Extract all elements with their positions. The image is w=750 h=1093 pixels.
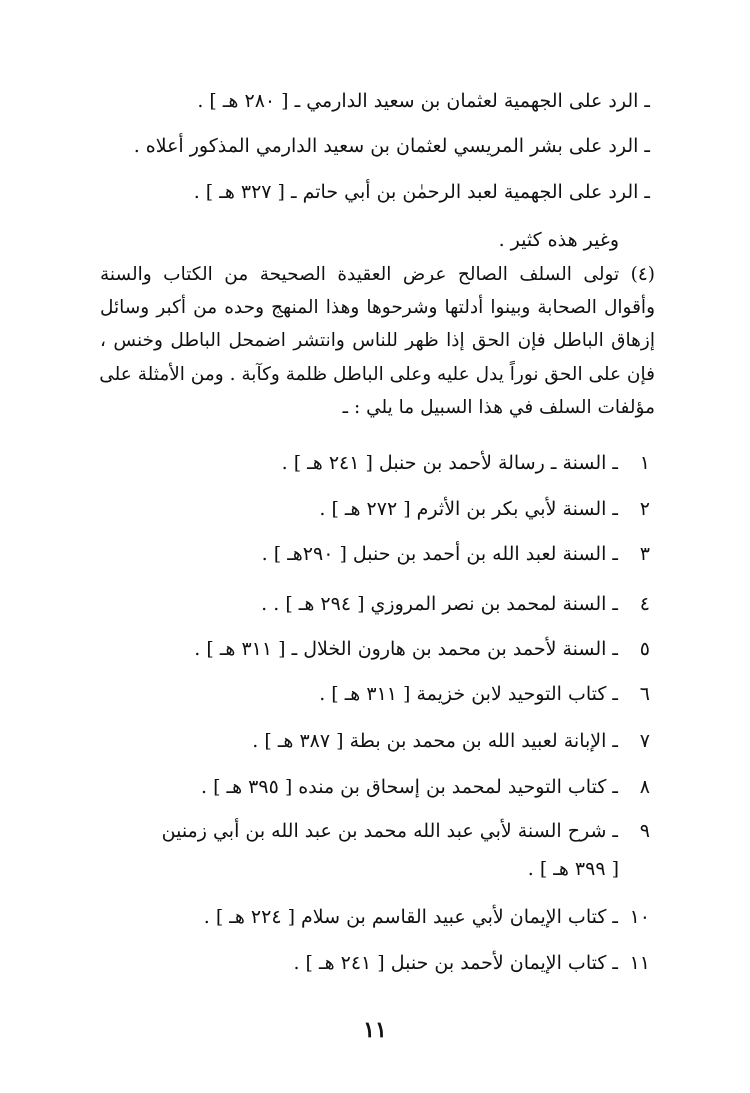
intro-line-2: ـ الرد على بشر المريسي لعثمان بن سعيد الدارمي المذكور أعلاه .	[133, 135, 650, 157]
list-item-number: ١١	[629, 952, 650, 974]
list-item-text: ـ كتاب التوحيد لابن خزيمة [ ٣١١ هـ ] .	[319, 683, 618, 705]
list-item-text: ـ كتاب التوحيد لمحمد بن إسحاق بن منده [ ٣٩٥ هـ ] .	[201, 776, 618, 798]
list-item-number: ٨	[639, 776, 650, 798]
paragraph-line-3: إزهاق الباطل فإن الحق إذا ظهر للناس وانتشر اضمحل الباطل وخنس ،	[100, 330, 655, 351]
intro-line-1: ـ الرد على الجهمية لعثمان بن سعيد الدارمي ـ [ ٢٨٠ هـ ] .	[197, 90, 650, 112]
list-item	[204, 902, 650, 932]
list-item	[319, 679, 650, 709]
page-number: ١١	[363, 1017, 387, 1043]
list-item-text: ـ شرح السنة لأبي عبد الله محمد بن عبد الله بن أبي زمنين	[161, 820, 618, 842]
list-item	[262, 539, 650, 569]
list-item	[201, 772, 650, 802]
list-item-number: ٣	[639, 543, 650, 565]
paragraph-line-1: (٤) تولى السلف الصالح عرض العقيدة الصحيحة من الكتاب والسنة	[100, 264, 655, 285]
list-item-text: ـ السنة لمحمد بن نصر المروزي [ ٢٩٤ هـ ] . .	[261, 593, 618, 615]
list-item-text: ـ السنة لعبد الله بن أحمد بن حنبل [ ٢٩٠هـ ] .	[261, 543, 618, 565]
list-item-text: ـ السنة لأحمد بن محمد بن هارون الخلال ـ [ ٣١١ هـ ] .	[194, 638, 618, 660]
list-item	[162, 816, 650, 846]
list-item	[293, 948, 650, 978]
list-item-text: ـ كتاب الإيمان لأحمد بن حنبل [ ٢٤١ هـ ] .	[293, 952, 618, 974]
list-item-number: ١٠	[629, 906, 650, 928]
list-item-text: ـ السنة ـ رسالة لأحمد بن حنبل [ ٢٤١ هـ ] .	[281, 452, 618, 474]
list-item-number: ٩	[639, 820, 650, 842]
list-item	[319, 494, 650, 524]
list-item	[261, 589, 650, 619]
paragraph-line-5: مؤلفات السلف في هذا السبيل ما يلي : ـ	[342, 397, 655, 418]
intro-line-3: ـ الرد على الجهمية لعبد الرحمٰن بن أبي حاتم ـ [ ٣٢٧ هـ ] .	[193, 181, 650, 203]
list-item-number: ٥	[639, 638, 650, 660]
list-item-text: ـ كتاب الإيمان لأبي عبيد القاسم بن سلام [ ٢٢٤ هـ ] .	[203, 906, 618, 928]
paragraph-line-2: وأقوال الصحابة وبينوا أدلتها وشرحوها وهذا المنهج وحده من أكبر وسائل	[100, 297, 655, 318]
list-item-number: ٧	[639, 730, 650, 752]
list-item	[282, 448, 650, 478]
list-item-continuation: [ ٣٩٩ هـ ] .	[527, 858, 619, 880]
list-item-text: ـ الإبانة لعبيد الله بن محمد بن بطة [ ٣٨٧ هـ ] .	[252, 730, 618, 752]
list-item-text: ـ السنة لأبي بكر بن الأثرم [ ٢٧٢ هـ ] .	[319, 498, 618, 520]
intro-line-4: وغير هذه كثير .	[498, 229, 619, 251]
paragraph-line-4: فإن على الحق نوراً يدل عليه وعلى الباطل ظلمة وكآبة . ومن الأمثلة على	[99, 364, 655, 385]
list-item-number: ٤	[639, 593, 650, 615]
list-item	[194, 634, 650, 664]
list-item-number: ٦	[639, 683, 650, 705]
list-item-number: ١	[639, 452, 650, 474]
list-item	[252, 726, 650, 756]
list-item-number: ٢	[639, 498, 650, 520]
